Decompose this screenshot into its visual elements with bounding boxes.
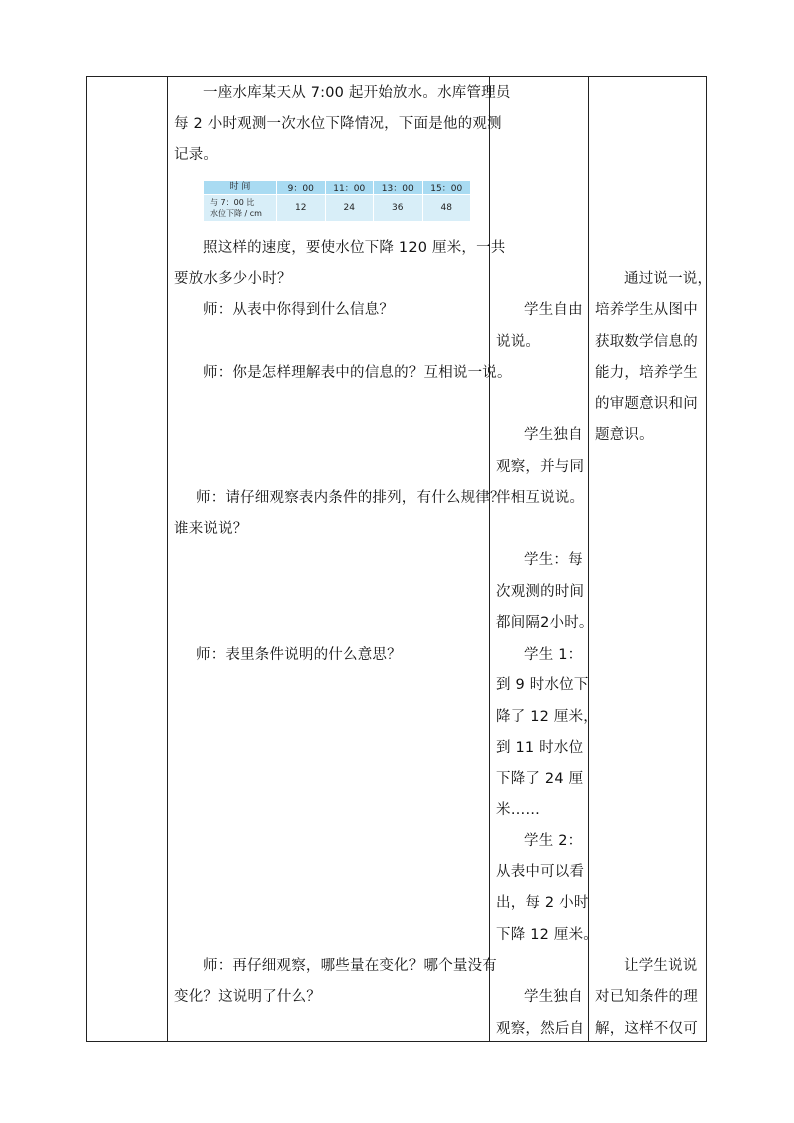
teacher-question-5-line-1: 师：再仔细观察，哪些量在变化？哪个量没有: [203, 958, 497, 974]
student-response-3-line-2: 次观测的时间: [496, 584, 585, 600]
row-label-line-1: 与 7：00 比: [210, 198, 255, 207]
row-label: [204, 195, 277, 222]
time-cell: 15：00: [422, 181, 471, 195]
question-line-2: 要放水多少小时？: [174, 271, 292, 287]
student-response-5-line-2: 从表中可以看: [496, 864, 585, 880]
student-response-4-line-4: 到 11 时水位: [496, 740, 584, 756]
teacher-question-3-line-2: 谁来说说？: [174, 521, 248, 537]
problem-line-2: 每 2 小时观测一次水位下降情况，下面是他的观测: [174, 116, 502, 132]
intent-2-line-1: 让学生说说: [624, 958, 698, 974]
time-cell: 13：00: [374, 181, 423, 195]
student-response-4-line-2: 到 9 时水位下: [496, 677, 589, 693]
column-divider-1: [167, 76, 168, 1042]
student-response-2-line-1: 学生独自: [524, 427, 583, 443]
time-cell: 11：00: [325, 181, 374, 195]
student-response-4-line-6: 米……: [496, 802, 541, 818]
student-response-6-line-2: 观察，然后自: [496, 1021, 585, 1037]
student-response-3-line-3: 都间隔2小时。: [496, 615, 594, 631]
intent-1-line-1: 通过说一说，: [624, 271, 713, 287]
table-header-row: [204, 181, 471, 195]
header-label: 时 间: [204, 181, 277, 195]
intent-1-line-3: 获取数学信息的: [595, 334, 698, 350]
student-response-3-line-1: 学生：每: [524, 552, 583, 568]
student-response-2-line-3: 伴相互说说。: [496, 490, 585, 506]
question-line-1: 照这样的速度，要使水位下降 120 厘米，一共: [203, 240, 506, 256]
problem-line-3: 记录。: [174, 147, 219, 163]
student-response-2-line-2: 观察，并与同: [496, 459, 585, 475]
column-divider-2: [489, 76, 490, 1042]
water-level-table: [203, 180, 471, 222]
value-cell: 36: [374, 195, 423, 222]
student-response-5-line-3: 出，每 2 小时: [496, 895, 589, 911]
student-response-4-line-5: 下降了 24 厘: [496, 771, 584, 787]
student-response-4-line-3: 降了 12 厘米，: [496, 709, 598, 725]
intent-2-line-3: 解，这样不仅可: [595, 1021, 698, 1037]
teacher-question-3-line-1: 师：请仔细观察表内条件的排列，有什么规律？: [196, 490, 505, 506]
student-response-5-line-4: 下降 12 厘米。: [496, 927, 598, 943]
student-response-4-line-1: 学生 1：: [524, 647, 583, 663]
teacher-question-2: 师：你是怎样理解表中的信息的？互相说一说。: [203, 365, 512, 381]
student-response-1-line-1: 学生自由: [524, 302, 583, 318]
teacher-question-4: 师：表里条件说明的什么意思？: [196, 647, 402, 663]
teacher-question-5-line-2: 变化？这说明了什么？: [174, 989, 321, 1005]
intent-1-line-5: 的审题意识和问: [595, 396, 698, 412]
intent-1-line-2: 培养学生从图中: [595, 302, 698, 318]
table-data-row: [204, 195, 471, 222]
value-cell: 24: [325, 195, 374, 222]
student-response-5-line-1: 学生 2：: [524, 833, 583, 849]
student-response-6-line-1: 学生独自: [524, 989, 583, 1005]
row-label-line-2: 水位下降 / cm: [210, 209, 262, 218]
intent-1-line-4: 能力，培养学生: [595, 365, 698, 381]
intent-1-line-6: 题意识。: [595, 427, 654, 443]
problem-line-1: 一座水库某天从 7:00 起开始放水。水库管理员: [203, 85, 511, 101]
student-response-1-line-2: 说说。: [496, 334, 541, 350]
time-cell: 9：00: [277, 181, 326, 195]
value-cell: 12: [277, 195, 326, 222]
value-cell: 48: [422, 195, 471, 222]
intent-2-line-2: 对已知条件的理: [595, 989, 698, 1005]
teacher-question-1: 师：从表中你得到什么信息？: [203, 302, 395, 318]
